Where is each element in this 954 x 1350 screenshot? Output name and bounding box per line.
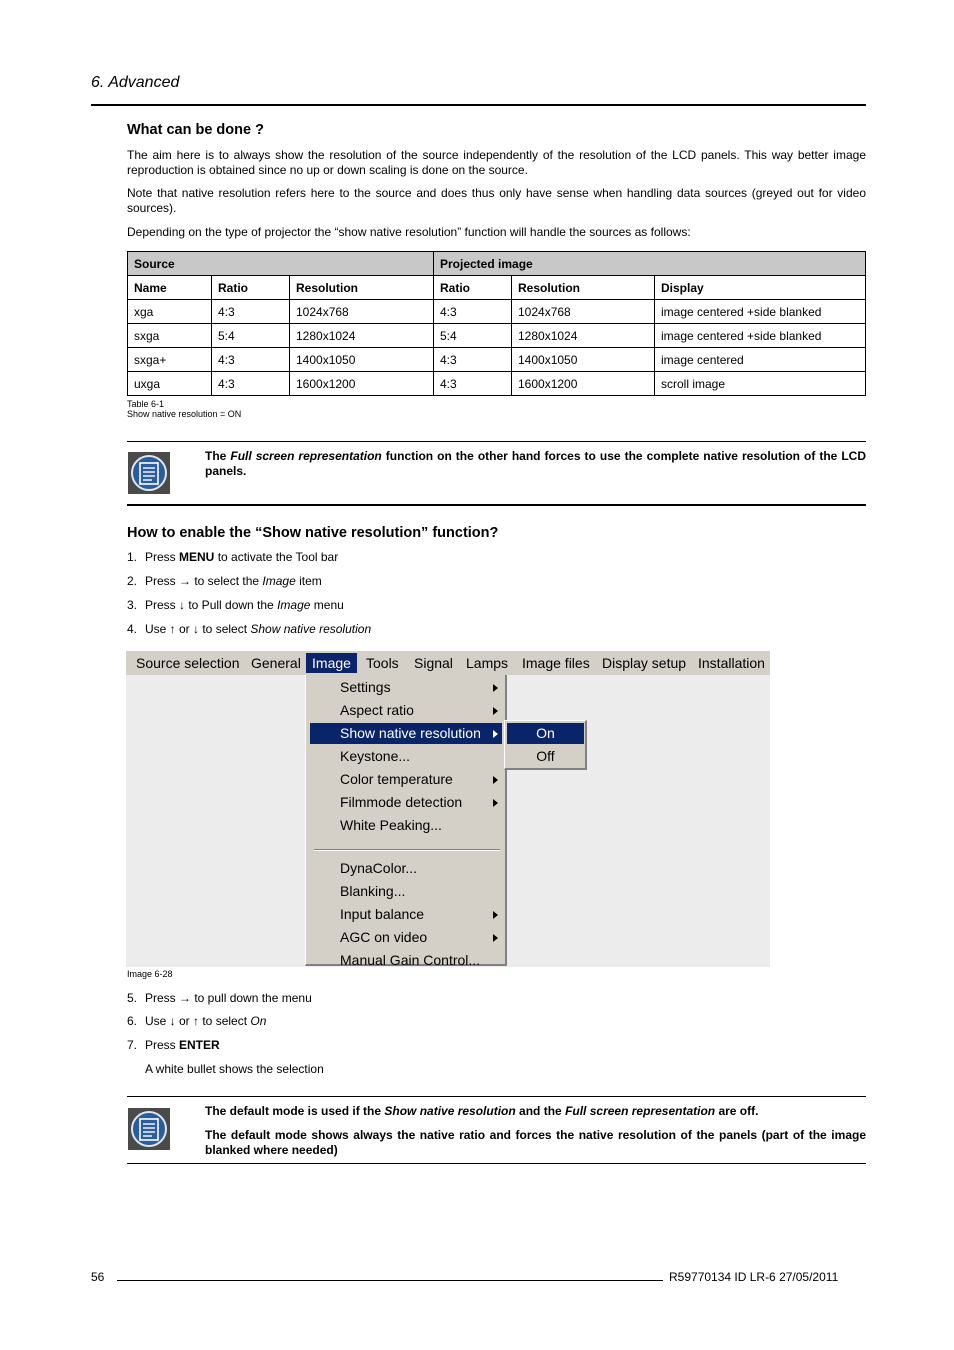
note-icon bbox=[128, 452, 170, 494]
table-cell: 4:3 bbox=[434, 348, 512, 372]
dropdown-item-label: Blanking... bbox=[340, 883, 406, 899]
step-item bbox=[127, 550, 338, 564]
table-row bbox=[128, 300, 866, 324]
step-text: Use ↑ or ↓ to select bbox=[145, 622, 251, 636]
dropdown-item-white-peaking[interactable] bbox=[310, 815, 502, 836]
note-rule-top bbox=[127, 1096, 866, 1097]
dropdown-item-label: Filmmode detection bbox=[340, 794, 463, 810]
step-text: On bbox=[250, 1014, 267, 1028]
step-text: Press → to pull down the menu bbox=[145, 991, 312, 1005]
dropdown-item-color-temperature[interactable] bbox=[310, 769, 502, 790]
dropdown-item-label: White Peaking... bbox=[340, 817, 442, 833]
table-row bbox=[128, 372, 866, 396]
column-header: Resolution bbox=[512, 276, 655, 300]
table-cell: scroll image bbox=[655, 372, 866, 396]
chapter-title: 6. Advanced bbox=[91, 74, 180, 91]
dropdown-item-label: Color temperature bbox=[340, 771, 453, 787]
menubar-item-source-selection[interactable]: Source selection bbox=[136, 655, 240, 671]
table-cell: 1400x1050 bbox=[290, 348, 434, 372]
menu-separator bbox=[314, 849, 500, 851]
table-cell: 5:4 bbox=[434, 324, 512, 348]
image-caption: Image 6-28 bbox=[127, 969, 173, 979]
table-cell: uxga bbox=[128, 372, 212, 396]
dropdown-item-input-balance[interactable] bbox=[310, 904, 502, 925]
submenu-arrow-icon bbox=[493, 799, 498, 807]
submenu-item-on[interactable]: On bbox=[507, 723, 584, 744]
submenu-arrow-icon bbox=[493, 707, 498, 715]
section-title-how-to-enable: How to enable the “Show native resolution” function? bbox=[127, 525, 499, 541]
menubar-item-signal[interactable]: Signal bbox=[414, 655, 453, 671]
dropdown-item-keystone[interactable] bbox=[310, 746, 502, 767]
show-native-resolution-submenu bbox=[504, 720, 587, 770]
step-number: 4. bbox=[127, 622, 138, 636]
step-text: Image bbox=[262, 574, 296, 588]
resolution-table bbox=[127, 251, 866, 396]
step-text: Press → to select the bbox=[145, 574, 263, 588]
dropdown-item-agc-on-video[interactable] bbox=[310, 927, 502, 948]
table-cell: 1400x1050 bbox=[512, 348, 655, 372]
image-dropdown-menu bbox=[305, 675, 507, 966]
step-number: 6. bbox=[127, 1014, 138, 1028]
submenu-item-off[interactable]: Off bbox=[536, 748, 555, 764]
dropdown-item-aspect-ratio[interactable] bbox=[310, 700, 502, 721]
table-cell: sxga bbox=[128, 324, 212, 348]
dropdown-item-filmmode-detection[interactable] bbox=[310, 792, 502, 813]
column-header: Name bbox=[128, 276, 212, 300]
step-item bbox=[127, 991, 312, 1005]
step-item bbox=[127, 1038, 220, 1052]
table-cell: image centered bbox=[655, 348, 866, 372]
footer-rule bbox=[117, 1280, 663, 1281]
submenu-arrow-icon bbox=[493, 776, 498, 784]
step-item bbox=[127, 1014, 266, 1028]
menubar-item-display-setup[interactable]: Display setup bbox=[602, 655, 687, 671]
paragraph: Note that native resolution refers here to the source and does thus only have sense when handling data sources (greyed out for video sources). bbox=[127, 186, 866, 215]
table-cell: image centered +side blanked bbox=[655, 300, 866, 324]
table-row bbox=[128, 348, 866, 372]
note-rule-bottom bbox=[127, 1163, 866, 1164]
table-cell: image centered +side blanked bbox=[655, 324, 866, 348]
step-number: 5. bbox=[127, 991, 138, 1005]
step-text: ENTER bbox=[179, 1038, 220, 1052]
column-header: Display bbox=[655, 276, 866, 300]
dropdown-item-blanking[interactable] bbox=[310, 881, 502, 902]
step-item bbox=[127, 622, 371, 636]
table-caption-text: Show native resolution = ON bbox=[127, 409, 242, 419]
step-number: 2. bbox=[127, 574, 138, 588]
note-icon bbox=[128, 1108, 170, 1150]
note-text: The Full screen representation function on the other hand forces to use the complete native resolution of the LCD panels. bbox=[205, 449, 867, 478]
group-header-projected: Projected image bbox=[434, 252, 866, 276]
table-cell: 4:3 bbox=[434, 300, 512, 324]
table-cell: 1024x768 bbox=[290, 300, 434, 324]
step-number: 3. bbox=[127, 598, 138, 612]
dropdown-item-label: Manual Gain Control... bbox=[340, 952, 481, 968]
step-item bbox=[127, 598, 344, 612]
menubar-item-general[interactable]: General bbox=[251, 655, 301, 671]
submenu-arrow-icon bbox=[493, 934, 498, 942]
submenu-arrow-icon bbox=[493, 684, 498, 692]
tool-bar bbox=[126, 651, 770, 675]
menubar-item-image[interactable]: Image bbox=[306, 653, 357, 673]
step-text: Show native resolution bbox=[250, 622, 372, 636]
dropdown-item-label: AGC on video bbox=[340, 929, 428, 945]
column-header: Resolution bbox=[290, 276, 434, 300]
menubar-item-lamps[interactable]: Lamps bbox=[466, 655, 509, 671]
dropdown-item-settings[interactable] bbox=[310, 677, 502, 698]
column-header: Ratio bbox=[212, 276, 290, 300]
table-cell: 4:3 bbox=[212, 300, 290, 324]
group-header-source: Source bbox=[128, 252, 434, 276]
doc-id: R59770134 ID LR-6 27/05/2011 bbox=[669, 1270, 839, 1284]
column-header: Ratio bbox=[434, 276, 512, 300]
result-text: A white bullet shows the selection bbox=[145, 1062, 324, 1076]
menubar-item-installation[interactable]: Installation bbox=[698, 655, 765, 671]
table-caption-id: Table 6-1 bbox=[127, 399, 165, 409]
note-rule-top bbox=[127, 441, 866, 442]
dropdown-item-label: Aspect ratio bbox=[340, 702, 414, 718]
dropdown-item-show-native-resolution[interactable] bbox=[310, 723, 502, 744]
dropdown-item-dynacolor[interactable] bbox=[310, 858, 502, 879]
header-rule bbox=[91, 104, 866, 106]
section-title-what-can-be-done: What can be done ? bbox=[127, 122, 264, 138]
page-number: 56 bbox=[91, 1270, 105, 1284]
step-text: Press ↓ to Pull down the bbox=[145, 598, 278, 612]
table-cell: 4:3 bbox=[212, 348, 290, 372]
step-text: Press bbox=[145, 1038, 180, 1052]
step-text: MENU bbox=[179, 550, 215, 564]
dropdown-item-label: Input balance bbox=[340, 906, 425, 922]
note-text-line2: The default mode shows always the native ratio and forces the native resolution of the panels (part of the image blanked where needed) bbox=[205, 1128, 866, 1157]
submenu-arrow-icon bbox=[493, 911, 498, 919]
step-text: Image bbox=[277, 598, 311, 612]
table-cell: 1280x1024 bbox=[290, 324, 434, 348]
dropdown-item-label: Show native resolution bbox=[340, 725, 481, 741]
menubar-item-tools[interactable]: Tools bbox=[366, 655, 399, 671]
step-item bbox=[127, 574, 322, 588]
table-row bbox=[128, 324, 866, 348]
step-text: item bbox=[295, 574, 322, 588]
table-cell: 1600x1200 bbox=[290, 372, 434, 396]
dropdown-item-label: DynaColor... bbox=[340, 860, 418, 876]
note-rule-bottom bbox=[127, 504, 866, 506]
dropdown-item-label: Settings bbox=[340, 679, 391, 695]
dropdown-item-manual-gain-control[interactable] bbox=[310, 950, 502, 971]
note-text-line1: The default mode is used if the Show native resolution and the Full screen representation are off. bbox=[205, 1104, 759, 1118]
step-text: Press bbox=[145, 550, 180, 564]
paragraph: Depending on the type of projector the “show native resolution” function will handle the sources as follows: bbox=[127, 225, 691, 239]
menubar-item-image-files[interactable]: Image files bbox=[522, 655, 590, 671]
step-text: Use ↓ or ↑ to select bbox=[145, 1014, 251, 1028]
table-cell: 1024x768 bbox=[512, 300, 655, 324]
paragraph: The aim here is to always show the resolution of the source independently of the resolution of the LCD panels. This way better image reproduction is obtained since no up or down scaling is done on the source. bbox=[127, 148, 866, 177]
table-cell: 1600x1200 bbox=[512, 372, 655, 396]
table-cell: xga bbox=[128, 300, 212, 324]
table-cell: 4:3 bbox=[434, 372, 512, 396]
dropdown-item-label: Keystone... bbox=[340, 748, 411, 764]
step-number: 7. bbox=[127, 1038, 138, 1052]
step-number: 1. bbox=[127, 550, 138, 564]
step-text: menu bbox=[310, 598, 344, 612]
table-cell: 4:3 bbox=[212, 372, 290, 396]
table-cell: 1280x1024 bbox=[512, 324, 655, 348]
table-cell: 5:4 bbox=[212, 324, 290, 348]
table-cell: sxga+ bbox=[128, 348, 212, 372]
submenu-arrow-icon bbox=[493, 730, 498, 738]
step-text: to activate the Tool bar bbox=[214, 550, 339, 564]
